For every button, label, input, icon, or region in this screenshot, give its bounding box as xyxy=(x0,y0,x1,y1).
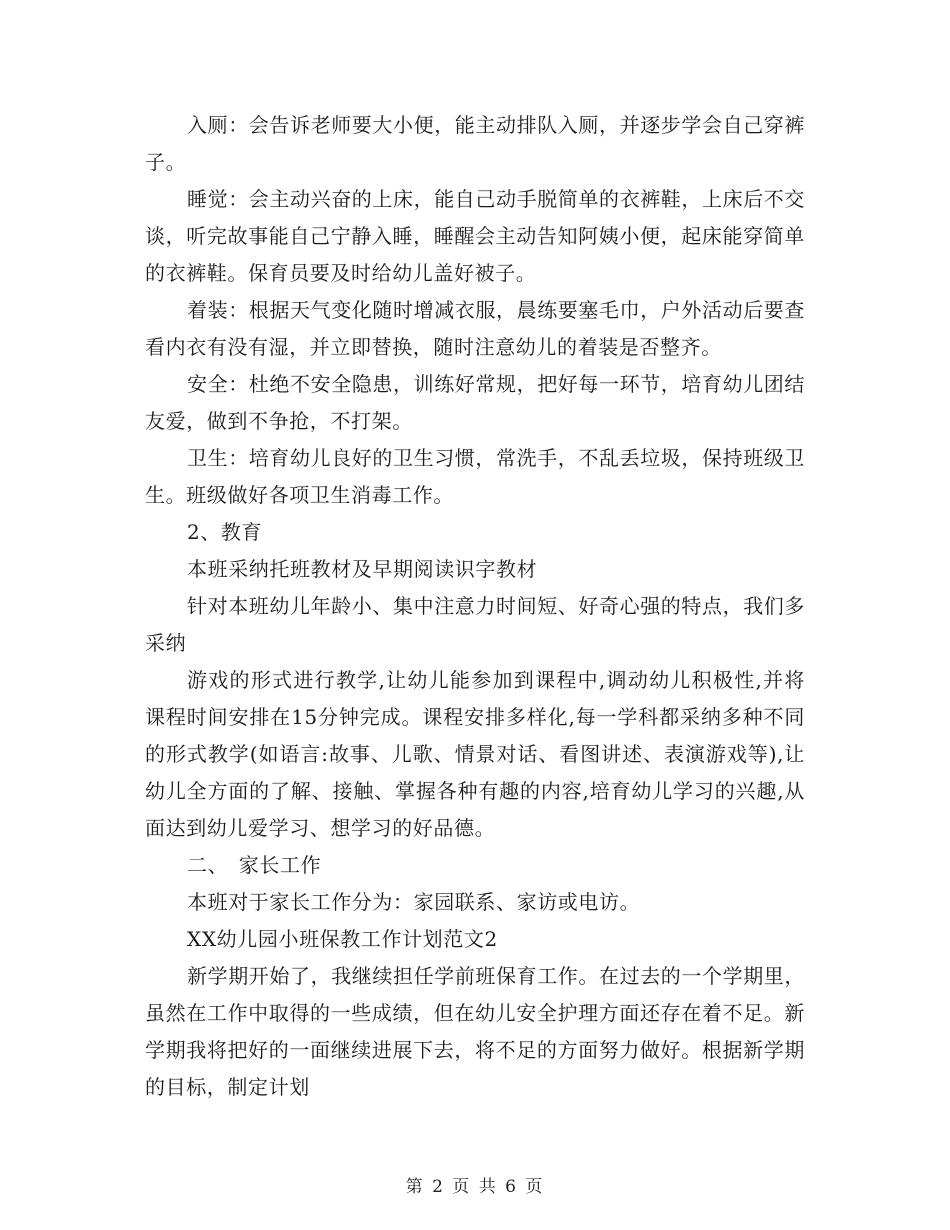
paragraph-dressing: 着装：根据天气变化随时增减衣服，晨练要塞毛巾，户外活动后要查看内衣有没有湿，并立即替换，随时注意幼儿的着装是否整齐。 xyxy=(145,298,805,359)
paragraph-safety: 安全：杜绝不安全隐患，训练好常规，把好每一环节，培育幼儿团结友爱，做到不争抢，不打架。 xyxy=(145,372,805,433)
paragraph-parent-work: 本班对于家长工作分为：家园联系、家访或电访。 xyxy=(187,890,641,914)
paragraph-sleep: 睡觉：会主动兴奋的上床，能自己动手脱简单的衣裤鞋，上床后不交谈，听完故事能自己宁静入睡，睡醒会主动告知阿姨小便，起床能穿简单的衣裤鞋。保育员要及时给幼儿盖好被子。 xyxy=(145,187,805,285)
section-heading-parents: 二、 家长工作 xyxy=(187,853,322,877)
paragraph-textbooks: 本班采纳托班教材及早期阅读识字教材 xyxy=(187,557,538,581)
document-subtitle: XX幼儿园小班保教工作计划范文2 xyxy=(187,927,498,951)
body-text xyxy=(145,107,805,1106)
paragraph-characteristics: 针对本班幼儿年龄小、集中注意力时间短、好奇心强的特点，我们多采纳 xyxy=(145,594,805,655)
page-number-footer: 第 2 页 共 6 页 xyxy=(405,1177,545,1197)
paragraph-teaching-method: 游戏的形式进行教学,让幼儿能参加到课程中,调动幼儿积极性,并将课程时间安排在15分钟完成。课程安排多样化,每一学科都采纳多种不同的形式教学(如语言:故事、儿歌、情景对话、看图讲述、表演游戏等),让幼儿全方面的了解、接触、掌握各种有趣的内容,培育幼儿学习的兴趣,从面达到幼儿爱学习、想学习的好品德。 xyxy=(145,668,805,840)
section-heading-education: 2、教育 xyxy=(187,520,263,544)
paragraph-toilet: 入厕：会告诉老师要大小便，能主动排队入厕，并逐步学会自己穿裤子。 xyxy=(145,113,805,174)
paragraph-new-semester: 新学期开始了，我继续担任学前班保育工作。在过去的一个学期里，虽然在工作中取得的一些成绩，但在幼儿安全护理方面还存在着不足。新学期我将把好的一面继续进展下去，将不足的方面努力做好。根据新学期的目标，制定计划 xyxy=(145,964,805,1099)
paragraph-hygiene: 卫生：培育幼儿良好的卫生习惯，常洗手，不乱丢垃圾，保持班级卫生。班级做好各项卫生消毒工作。 xyxy=(145,446,805,507)
